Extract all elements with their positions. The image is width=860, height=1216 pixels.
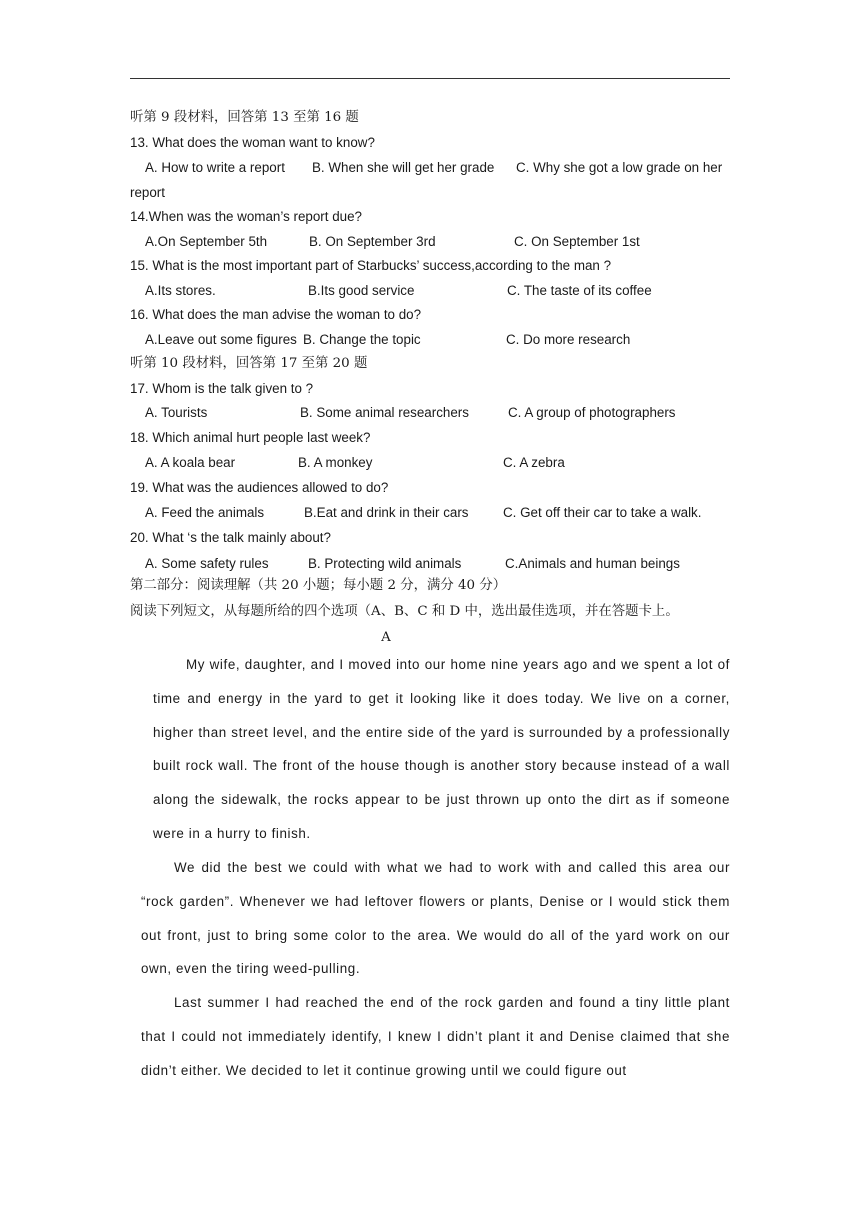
q15-option-b: B.Its good service: [308, 283, 415, 298]
q15-option-a: A.Its stores.: [145, 283, 216, 298]
q13-option-c-continued: report: [130, 185, 165, 200]
question-20: 20. What ‘s the talk mainly about?: [130, 530, 331, 545]
q18-option-b: B. A monkey: [298, 455, 373, 470]
q18-option-a: A. A koala bear: [145, 455, 236, 470]
question-18: 18. Which animal hurt people last week?: [130, 430, 371, 445]
question-15: 15. What is the most important part of Starbucks’ success,according to the man ?: [130, 258, 612, 273]
section-9-header: 听第 9 段材料，回答第 13 至第 16 题: [130, 110, 359, 125]
q16-option-c: C. Do more research: [506, 332, 631, 347]
q17-option-a: A. Tourists: [145, 405, 208, 420]
q13-option-c: C. Why she got a low grade on her: [516, 160, 723, 175]
q15-option-c: C. The taste of its coffee: [507, 283, 652, 298]
q14-option-a: A.On September 5th: [145, 234, 268, 249]
question-13: 13. What does the woman want to know?: [130, 135, 375, 150]
q14-option-c: C. On September 1st: [514, 234, 640, 249]
passage-label: A: [381, 630, 391, 645]
header-rule: [130, 78, 730, 79]
q19-option-b: B.Eat and drink in their cars: [304, 505, 469, 520]
q14-option-b: B. On September 3rd: [309, 234, 436, 249]
q20-option-b: B. Protecting wild animals: [308, 556, 462, 571]
passage-paragraph-1: My wife, daughter, and I moved into our home nine years ago and we spent a lot of time and energy in the yard to get it looking like it does today. We live on a corner, higher than street level, and the entire side of the yard is surrounded by a professionally built rock wall. The front of the house though is another story because instead of a wall along the sidewalk, the rocks appear to be just thrown up onto the dirt as if someone were in a hurry to finish.: [153, 657, 730, 841]
q18-option-c: C. A zebra: [503, 455, 565, 470]
q16-option-a: A.Leave out some figures: [145, 332, 297, 347]
q17-option-b: B. Some animal researchers: [300, 405, 469, 420]
q16-option-b: B. Change the topic: [303, 332, 421, 347]
question-19: 19. What was the audiences allowed to do?: [130, 480, 389, 495]
section-10-header: 听第 10 段材料，回答第 17 至第 20 题: [130, 356, 368, 371]
question-17: 17. Whom is the talk given to ?: [130, 381, 314, 396]
q19-option-a: A. Feed the animals: [145, 505, 265, 520]
question-16: 16. What does the man advise the woman to do?: [130, 307, 422, 322]
question-14: 14.When was the woman’s report due?: [130, 209, 362, 224]
part-2-header: 第二部分：阅读理解（共 20 小题；每小题 2 分，满分 40 分）: [130, 578, 507, 593]
passage-paragraph-2: We did the best we could with what we had to work with and called this area our “rock garden”. Whenever we had leftover flowers or plants, Denise or I would stick them out front, just to bring some color to the area. We would do all of the yard work on our own, even the tiring weed-pulling.: [141, 860, 730, 977]
q17-option-c: C. A group of photographers: [508, 405, 676, 420]
q20-option-a: A. Some safety rules: [145, 556, 269, 571]
q13-option-b: B. When she will get her grade: [312, 160, 495, 175]
q19-option-c: C. Get off their car to take a walk.: [503, 505, 702, 520]
q20-option-c: C.Animals and human beings: [505, 556, 680, 571]
q13-option-a: A. How to write a report: [145, 160, 285, 175]
passage-paragraph-3: Last summer I had reached the end of the rock garden and found a tiny little plant that I could not immediately identify, I knew I didn’t plant it and Denise claimed that she didn’t either. We decided to let it continue growing until we could figure out: [141, 995, 730, 1078]
part-2-instruction: 阅读下列短文，从每题所给的四个选项（A、B、C 和 D 中，选出最佳选项，并在答题卡上。: [130, 604, 679, 619]
